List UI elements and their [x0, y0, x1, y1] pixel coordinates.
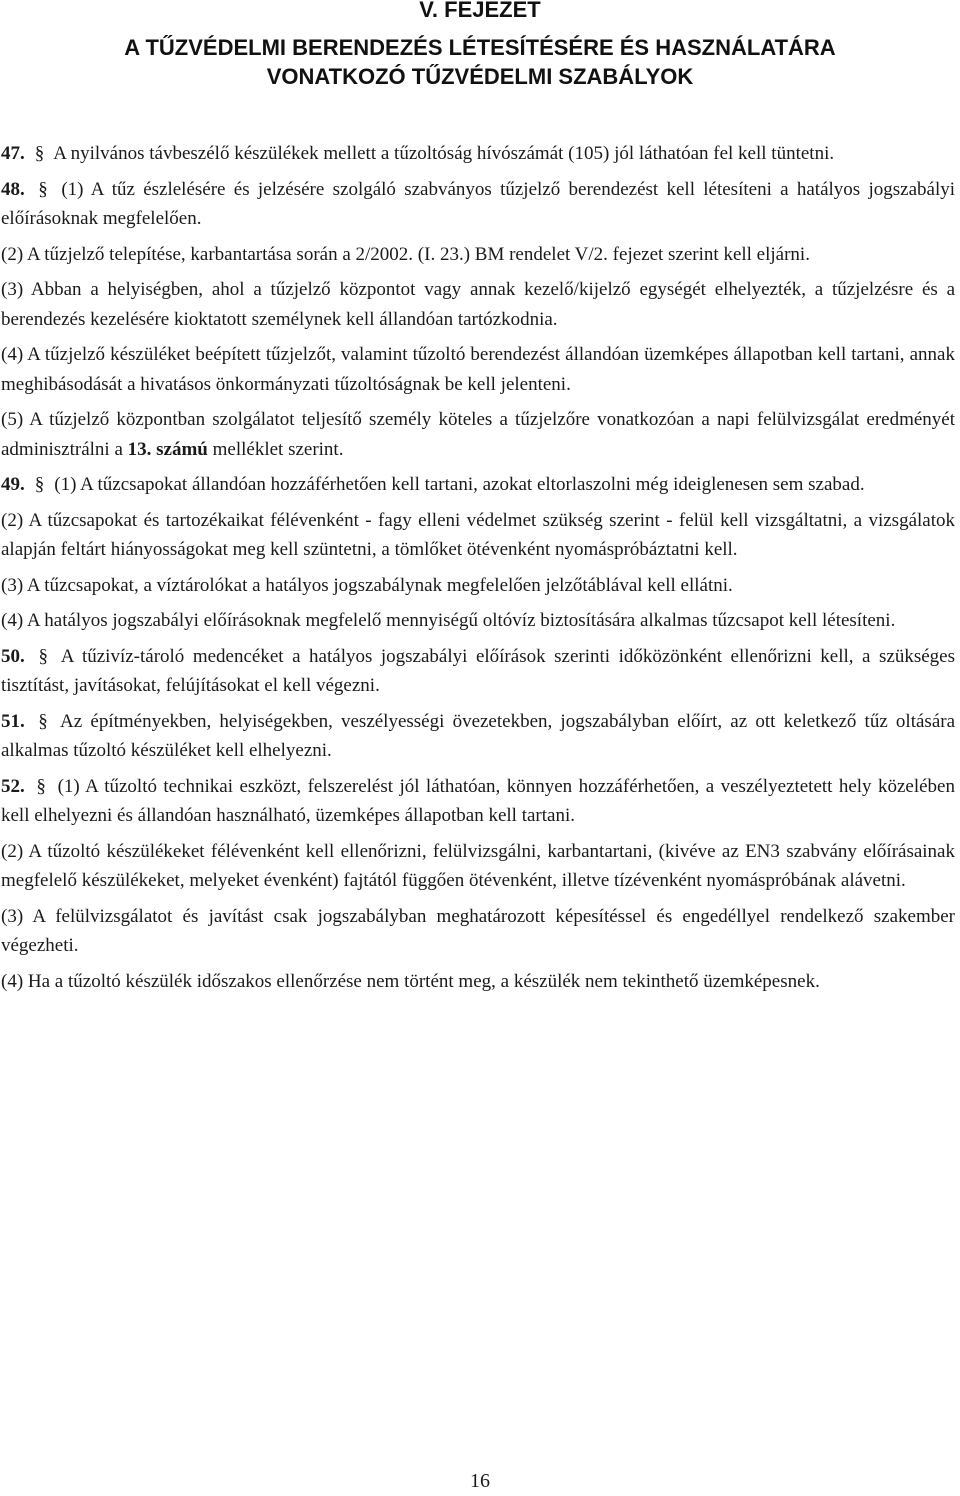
section-47	[1, 139, 955, 169]
section-48-p3: (3) Abban a helyiségben, ahol a tűzjelző központot vagy annak kezelő/kijelző egységét elhelyezték, a tűzjelzésre és a berendezés kezelésére kioktatott személynek kell állandóan tartózkodnia.	[1, 279, 955, 330]
section-sign: §	[38, 645, 49, 667]
section-49-p1	[1, 470, 955, 500]
section-sign: §	[34, 143, 45, 164]
paragraph-text: (1) A tűz észlelésére és jelzésére szolgáló szabványos tűzjelző berendezést kell létesíteni a hatályos jogszabályi előírásoknak megfelelően.	[1, 178, 955, 229]
paragraph-text: (1) A tűzoltó technikai eszközt, felszerelést jól láthatóan, könnyen hozzáférhetően, a veszélyeztetett hely közelében kell elhelyezni és állandóan használható, üzemképes állapotban kell tartani.	[1, 775, 955, 826]
section-49-p3: (3) A tűzcsapokat, a víztárolókat a hatályos jogszabálynak megfelelően jelzőtáblával kell ellátni.	[1, 574, 733, 596]
paragraph-text-end: melléklet szerint.	[207, 438, 344, 460]
section-sign: §	[38, 178, 48, 200]
paragraph-text: A tűzivíz-tároló medencéket a hatályos jogszabályi előírások szerinti időközönként ellenőrizni kell, a szükséges tisztítást, javításokat, felújításokat el kell végezni.	[1, 645, 955, 696]
section-number: 49.	[1, 474, 25, 495]
chapter-title-line-2: VONATKOZÓ TŰZVÉDELMI SZABÁLYOK	[266, 64, 694, 89]
section-48-p2: (2) A tűzjelző telepítése, karbantartása során a 2/2002. (I. 23.) BM rendelet V/2. fejezet szerint kell eljárni.	[1, 243, 810, 265]
chapter-heading: V. FEJEZET	[419, 0, 541, 22]
section-52-p3: (3) A felülvizsgálatot és javítást csak jogszabályban meghatározott képesítéssel és engedéllyel rendelkező szakember végezheti.	[1, 905, 955, 956]
section-48-p1	[1, 175, 955, 234]
chapter-title-line-1: A TŰZVÉDELMI BERENDEZÉS LÉTESÍTÉSÉRE ÉS HASZNÁLATÁRA	[124, 35, 836, 60]
section-52-p2: (2) A tűzoltó készülékeket félévenként kell ellenőrizni, felülvizsgálni, karbantartani, (kivéve az EN3 szabvány előírásainak megfelelő készülékeket, melyeket évenként) fajtától függően ötévenként, illetve tízévenként nyomáspróbának alávetni.	[1, 840, 955, 891]
section-sign: §	[38, 710, 48, 732]
paragraph-text: (5) A tűzjelző központban szolgálatot teljesítő személy köteles a tűzjelzőre vonatkozóan a napi felülvizsgálat eredményét adminisztrálni a	[1, 409, 955, 460]
section-48-p5	[1, 405, 955, 464]
section-number: 51.	[1, 710, 25, 732]
section-sign: §	[36, 775, 46, 797]
document-body	[1, 139, 955, 1002]
section-50	[1, 642, 955, 701]
section-52-p1	[1, 772, 955, 831]
paragraph-text: A nyilvános távbeszélő készülékek mellett a tűzoltóság hívószámát (105) jól láthatóan fel kell tüntetni.	[49, 143, 835, 164]
section-number: 52.	[1, 775, 25, 797]
section-49-p2: (2) A tűzcsapokat és tartozékaikat félévenként - fagy elleni védelmet szükség szerint - felül kell vizsgáltatni, a vizsgálatok alapján feltárt hiányosságokat meg kell szüntetni, a tömlőket ötévenként nyomáspróbáztatni kell.	[1, 509, 955, 560]
paragraph-text: Az építményekben, helyiségekben, veszélyességi övezetekben, jogszabályban előírt, az ott keletkező tűz oltására alkalmas tűzoltó készüléket kell elhelyezni.	[1, 710, 956, 761]
paragraph-text: (1) A tűzcsapokat állandóan hozzáférhetően kell tartani, azokat eltorlaszolni még ideiglenesen sem szabad.	[49, 474, 865, 495]
page-number: 16	[470, 1470, 490, 1492]
section-52-p4: (4) Ha a tűzoltó készülék időszakos ellenőrzése nem történt meg, a készülék nem tekinthető üzemképesnek.	[1, 970, 820, 992]
section-sign: §	[34, 474, 45, 495]
section-number: 50.	[1, 645, 25, 667]
section-number: 48.	[1, 178, 25, 200]
section-51	[1, 707, 955, 766]
section-49-p4: (4) A hatályos jogszabályi előírásoknak megfelelő mennyiségű oltóvíz biztosítására alkalmas tűzcsapot kell létesíteni.	[1, 610, 896, 631]
section-48-p4: (4) A tűzjelző készüléket beépített tűzjelzőt, valamint tűzoltó berendezést állandóan üzemképes állapotban kell tartani, annak meghibásodását a hivatásos önkormányzati tűzoltóságnak be kell jelenteni.	[1, 344, 955, 395]
section-number: 47.	[1, 143, 25, 164]
annex-reference: 13. számú	[127, 438, 208, 460]
